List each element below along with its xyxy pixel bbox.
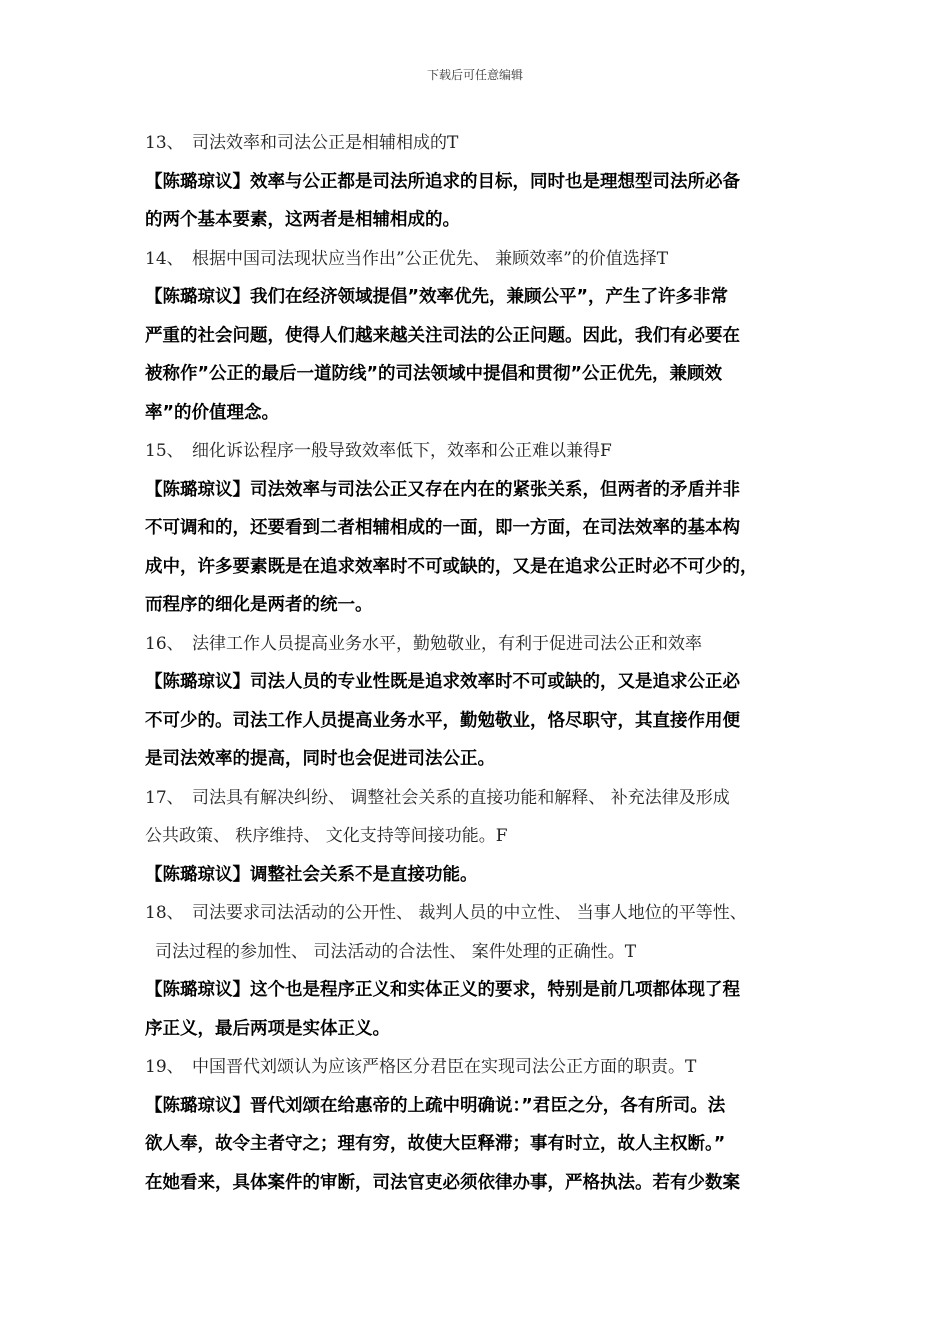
question-text: 根据中国司法现状应当作出”公正优先、 兼顾效率”的价值选择T bbox=[192, 248, 669, 269]
question-item bbox=[145, 625, 825, 664]
question-text: 司法要求司法活动的公开性、 裁判人员的中立性、 当事人地位的平等性、 bbox=[192, 903, 747, 923]
question-item bbox=[145, 124, 825, 163]
question-item bbox=[145, 240, 825, 279]
comment-text: 这个也是程序正义和实体正义的要求，特别是前几项都体现了程 bbox=[250, 980, 740, 1000]
comment-line bbox=[145, 471, 825, 510]
question-item bbox=[145, 894, 825, 971]
document-body bbox=[145, 124, 825, 1202]
question-number: 19、 bbox=[145, 1057, 184, 1077]
comment-text: 效率与公正都是司法所追求的目标，同时也是理想型司法所必备 bbox=[250, 171, 740, 192]
comment-line: 被称作”公正的最后一道防线”的司法领域中提倡和贯彻”公正优先，兼顾效 bbox=[145, 364, 723, 384]
comment-block bbox=[145, 663, 825, 779]
question-number: 15、 bbox=[145, 441, 184, 461]
question-text: 法律工作人员提高业务水平，勤勉敬业，有利于促进司法公正和效率 bbox=[192, 633, 702, 654]
comment-line: 不可少的。司法工作人员提高业务水平，勤勉敬业，恪尽职守，其直接作用便 bbox=[145, 710, 740, 731]
comment-line: 率”的价值理念。 bbox=[145, 402, 280, 423]
comment-text: 晋代刘颂在给惠帝的上疏中明确说：”君臣之分，各有所司。法 bbox=[250, 1095, 726, 1116]
comment-text: 司法效率与司法公正又存在内在的紧张关系，但两者的矛盾并非 bbox=[250, 479, 740, 500]
comment-line: 不可调和的，还要看到二者相辅相成的一面，即一方面，在司法效率的基本构 bbox=[145, 518, 740, 538]
question-number: 18、 bbox=[145, 903, 184, 923]
comment-line: 欲人奉，故令主者守之；理有穷，故使大臣释滞；事有时立，故人主权断。” bbox=[145, 1134, 726, 1154]
comment-tag: 【陈璐琼议】 bbox=[145, 864, 250, 885]
question-number: 14、 bbox=[145, 248, 184, 269]
comment-tag: 【陈璐琼议】 bbox=[145, 1095, 250, 1116]
comment-line bbox=[145, 856, 825, 895]
question-text: 中国晋代刘颂认为应该严格区分君臣在实现司法公正方面的职责。T bbox=[192, 1057, 697, 1077]
comment-tag: 【陈璐琼议】 bbox=[145, 287, 250, 307]
comment-text: 司法人员的专业性既是追求效率时不可或缺的，又是追求公正必 bbox=[250, 672, 740, 692]
comment-line: 在她看来，具体案件的审断，司法官吏必须依律办事，严格执法。若有少数案 bbox=[145, 1172, 740, 1193]
question-text: 司法具有解决纠纷、 调整社会关系的直接功能和解释、 补充法律及形成 bbox=[192, 787, 730, 808]
comment-block bbox=[145, 971, 825, 1048]
comment-line bbox=[145, 1087, 825, 1126]
page-header: 下载后可任意编辑 bbox=[426, 68, 523, 82]
question-number: 17、 bbox=[145, 787, 184, 808]
comment-line: 而程序的细化是两者的统一。 bbox=[145, 595, 373, 615]
question-text: 细化诉讼程序一般导致效率低下，效率和公正难以兼得F bbox=[192, 441, 612, 461]
comment-line: 是司法效率的提高，同时也会促进司法公正。 bbox=[145, 749, 495, 769]
question-text: 司法效率和司法公正是相辅相成的T bbox=[192, 133, 459, 153]
comment-tag: 【陈璐琼议】 bbox=[145, 980, 250, 1000]
question-number: 13、 bbox=[145, 133, 184, 153]
comment-block bbox=[145, 278, 825, 432]
comment-line: 的两个基本要素，这两者是相辅相成的。 bbox=[145, 210, 460, 230]
comment-text: 我们在经济领域提倡”效率优先，兼顾公平”，产生了许多非常 bbox=[250, 287, 729, 307]
comment-tag: 【陈璐琼议】 bbox=[145, 479, 250, 500]
question-item bbox=[145, 779, 825, 856]
comment-line bbox=[145, 163, 825, 202]
comment-line bbox=[145, 663, 825, 702]
comment-tag: 【陈璐琼议】 bbox=[145, 672, 250, 692]
comment-line bbox=[145, 971, 825, 1010]
comment-block bbox=[145, 471, 825, 625]
question-text-continued: 司法过程的参加性、 司法活动的合法性、 案件处理的正确性。T bbox=[155, 941, 637, 962]
comment-block bbox=[145, 163, 825, 240]
comment-line: 严重的社会问题，使得人们越来越关注司法的公正问题。因此，我们有必要在 bbox=[145, 325, 740, 346]
comment-line bbox=[145, 278, 825, 317]
comment-tag: 【陈璐琼议】 bbox=[145, 171, 250, 192]
question-item bbox=[145, 432, 825, 471]
comment-line: 序正义，最后两项是实体正义。 bbox=[145, 1018, 390, 1039]
comment-line: 成中，许多要素既是在追求效率时不可或缺的，又是在追求公正时必不可少的， bbox=[145, 556, 758, 577]
comment-block bbox=[145, 1087, 825, 1203]
comment-text: 调整社会关系不是直接功能。 bbox=[250, 864, 478, 885]
question-text-continued: 公共政策、 秩序维持、 文化支持等间接功能。F bbox=[145, 826, 508, 846]
comment-block bbox=[145, 856, 825, 895]
question-item bbox=[145, 1048, 825, 1087]
question-number: 16、 bbox=[145, 633, 184, 654]
